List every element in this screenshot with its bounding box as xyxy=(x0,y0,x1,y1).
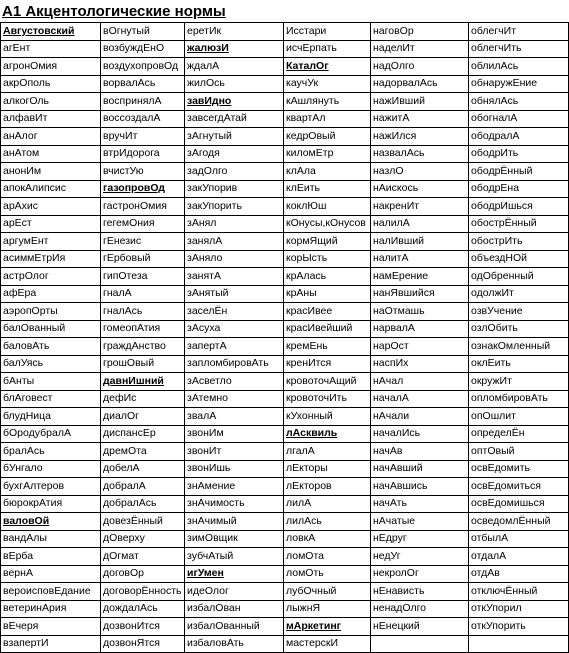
word-cell: зАнял xyxy=(185,215,284,233)
word-cell: мастерскИ xyxy=(284,635,371,653)
word-cell: киломЕтр xyxy=(284,145,371,163)
table-row xyxy=(1,600,569,618)
word-cell: дождалАсь xyxy=(101,600,185,618)
word-cell: бухгАлтеров xyxy=(1,478,101,496)
word-cell: клЕить xyxy=(284,180,371,198)
word-cell: накренИт xyxy=(371,198,469,216)
table-row xyxy=(1,338,569,356)
word-cell: возбуждЕнО xyxy=(101,40,185,58)
table-row xyxy=(1,250,569,268)
word-cell: КаталОг xyxy=(284,58,371,76)
word-cell: вчистУю xyxy=(101,163,185,181)
table-row xyxy=(1,635,569,653)
word-cell: анАтом xyxy=(1,145,101,163)
word-cell: лАсквиль xyxy=(284,425,371,443)
word-cell: анАлог xyxy=(1,128,101,146)
word-cell: взапертИ xyxy=(1,635,101,653)
word-cell: облилАсь xyxy=(469,58,569,76)
word-cell: балУясь xyxy=(1,355,101,373)
word-cell: зАняло xyxy=(185,250,284,268)
table-row xyxy=(1,145,569,163)
word-cell: бралАсь xyxy=(1,443,101,461)
word-cell: надорвалАсь xyxy=(371,75,469,93)
word-cell: звонИт xyxy=(185,443,284,461)
word-cell: недУг xyxy=(371,548,469,566)
word-cell: лыжнЯ xyxy=(284,600,371,618)
word-cell: оптОвый xyxy=(469,443,569,461)
word-cell: определЁн xyxy=(469,425,569,443)
word-cell: завсегдАтай xyxy=(185,110,284,128)
word-cell: знАчимый xyxy=(185,513,284,531)
word-cell: кОнусы,кОнусов xyxy=(284,215,371,233)
word-cell: гналАсь xyxy=(101,303,185,321)
table-row xyxy=(1,408,569,426)
word-cell: занялА xyxy=(185,233,284,251)
word-cell: избалОван xyxy=(185,600,284,618)
word-cell: вручИт xyxy=(101,128,185,146)
word-cell: нанЯвшийся xyxy=(371,285,469,303)
word-cell: добралАсь xyxy=(101,495,185,513)
page-title: А1 Акцентологические нормы xyxy=(2,3,226,20)
table-row xyxy=(1,530,569,548)
word-cell: квартАл xyxy=(284,110,371,128)
word-cell: лилАсь xyxy=(284,513,371,531)
word-cell: нарвалА xyxy=(371,320,469,338)
word-cell: жилОсь xyxy=(185,75,284,93)
word-cell: дОгмат xyxy=(101,548,185,566)
word-cell: бОродубралА xyxy=(1,425,101,443)
word-cell: кУхонный xyxy=(284,408,371,426)
word-cell: кедрОвый xyxy=(284,128,371,146)
word-cell: избаловАть xyxy=(185,635,284,653)
word-cell: коклЮш xyxy=(284,198,371,216)
word-cell: нажИвший xyxy=(371,93,469,111)
word-cell: ознакОмленный xyxy=(469,338,569,356)
word-cell: бАнты xyxy=(1,373,101,391)
word-cell: жалюзИ xyxy=(185,40,284,58)
word-cell: задОлго xyxy=(185,163,284,181)
word-cell: ободрЕна xyxy=(469,180,569,198)
table-row xyxy=(1,355,569,373)
table-row xyxy=(1,320,569,338)
word-cell: звалА xyxy=(185,408,284,426)
word-cell: зАгодя xyxy=(185,145,284,163)
word-cell: ненадОлго xyxy=(371,600,469,618)
word-cell: балОванный xyxy=(1,320,101,338)
word-cell: грошОвый xyxy=(101,355,185,373)
word-cell: лубОчный xyxy=(284,583,371,601)
word-cell: озлОбить xyxy=(469,320,569,338)
word-cell: начАвший xyxy=(371,460,469,478)
word-cell: гналА xyxy=(101,285,185,303)
word-cell: ободрИть xyxy=(469,145,569,163)
word-cell: налилА xyxy=(371,215,469,233)
table-row xyxy=(1,443,569,461)
word-cell: запломбировАть xyxy=(185,355,284,373)
word-cell: асиммЕтрИя xyxy=(1,250,101,268)
table-row xyxy=(1,215,569,233)
table-row xyxy=(1,23,569,41)
word-cell: договорЁнность xyxy=(101,583,185,601)
word-cell: дремОта xyxy=(101,443,185,461)
word-cell: занятА xyxy=(185,268,284,286)
word-cell: знАмение xyxy=(185,478,284,496)
word-cell: начАть xyxy=(371,495,469,513)
word-cell: оклЕить xyxy=(469,355,569,373)
word-cell: давнИшний xyxy=(101,373,185,391)
word-cell: нажИлся xyxy=(371,128,469,146)
word-cell: обогналА xyxy=(469,110,569,128)
table-row xyxy=(1,285,569,303)
word-cell: ломОта xyxy=(284,548,371,566)
table-row xyxy=(1,478,569,496)
word-cell: отбылА xyxy=(469,530,569,548)
word-cell: гЕнезис xyxy=(101,233,185,251)
word-cell: гЕрбовый xyxy=(101,250,185,268)
word-cell: освЕдомить xyxy=(469,460,569,478)
word-cell: нЕнецкий xyxy=(371,618,469,636)
table-row xyxy=(1,75,569,93)
word-cell: обнялАсь xyxy=(469,93,569,111)
word-cell: нАчали xyxy=(371,408,469,426)
word-cell: лилА xyxy=(284,495,371,513)
word-cell: кренИтся xyxy=(284,355,371,373)
word-cell: налитА xyxy=(371,250,469,268)
word-cell: наОтмашь xyxy=(371,303,469,321)
table-row xyxy=(1,460,569,478)
word-cell: опОшлит xyxy=(469,408,569,426)
word-cell: валовОй xyxy=(1,513,101,531)
word-cell: гипОтеза xyxy=(101,268,185,286)
word-cell: Августовский xyxy=(1,23,101,41)
word-cell: нарОст xyxy=(371,338,469,356)
word-cell: отключЁнный xyxy=(469,583,569,601)
accent-norms-table-body xyxy=(1,23,569,653)
word-cell: некролОг xyxy=(371,565,469,583)
word-cell: ободрИшься xyxy=(469,198,569,216)
word-cell: нАчатые xyxy=(371,513,469,531)
word-cell: облегчИт xyxy=(469,23,569,41)
word-cell: наговОр xyxy=(371,23,469,41)
word-cell: избалОванный xyxy=(185,618,284,636)
word-cell: запертА xyxy=(185,338,284,356)
word-cell: зубчАтый xyxy=(185,548,284,566)
word-cell: гомеопАтия xyxy=(101,320,185,338)
word-cell: откУпорить xyxy=(469,618,569,636)
word-cell: ловкА xyxy=(284,530,371,548)
table-row xyxy=(1,58,569,76)
word-cell: алфавИт xyxy=(1,110,101,128)
word-cell: добелА xyxy=(101,460,185,478)
word-cell: клАла xyxy=(284,163,371,181)
word-cell: звонИшь xyxy=(185,460,284,478)
word-cell: намЕрение xyxy=(371,268,469,286)
word-cell: договОр xyxy=(101,565,185,583)
word-cell: дОверху xyxy=(101,530,185,548)
word-cell: зАсуха xyxy=(185,320,284,338)
word-cell: ветеринАрия xyxy=(1,600,101,618)
accent-norms-table xyxy=(0,22,569,653)
table-row xyxy=(1,110,569,128)
word-cell: начАв xyxy=(371,443,469,461)
table-row xyxy=(1,163,569,181)
word-cell: алкогОль xyxy=(1,93,101,111)
word-cell: нЕдруг xyxy=(371,530,469,548)
word-cell: аргумЕнт xyxy=(1,233,101,251)
word-cell: анонИм xyxy=(1,163,101,181)
table-row xyxy=(1,93,569,111)
word-cell: надОлго xyxy=(371,58,469,76)
word-cell: озвУчение xyxy=(469,303,569,321)
word-cell: лЕкторов xyxy=(284,478,371,496)
word-cell: вЕчеря xyxy=(1,618,101,636)
word-cell: аэропОрты xyxy=(1,303,101,321)
word-cell: граждАнство xyxy=(101,338,185,356)
table-row xyxy=(1,180,569,198)
word-cell: красИвее xyxy=(284,303,371,321)
word-cell: началА xyxy=(371,390,469,408)
word-cell: отдалА xyxy=(469,548,569,566)
word-cell: игУмен xyxy=(185,565,284,583)
word-cell: освЕдомиться xyxy=(469,478,569,496)
table-row xyxy=(1,565,569,583)
table-row xyxy=(1,40,569,58)
word-cell: облегчИть xyxy=(469,40,569,58)
word-cell: дозвонЯтся xyxy=(101,635,185,653)
word-cell: агЕнт xyxy=(1,40,101,58)
table-row xyxy=(1,198,569,216)
word-cell: кАшлянуть xyxy=(284,93,371,111)
word-cell: вОгнутый xyxy=(101,23,185,41)
word-cell: акрОполь xyxy=(1,75,101,93)
word-cell: ворвалАсь xyxy=(101,75,185,93)
word-cell: зАсветло xyxy=(185,373,284,391)
word-cell: добралА xyxy=(101,478,185,496)
word-cell: крАны xyxy=(284,285,371,303)
word-cell: обнаружЕние xyxy=(469,75,569,93)
word-cell xyxy=(469,635,569,653)
word-cell: лгалА xyxy=(284,443,371,461)
word-cell: кровоточАщий xyxy=(284,373,371,391)
word-cell: нАчал xyxy=(371,373,469,391)
word-cell: ободралА xyxy=(469,128,569,146)
word-cell: кровоточИть xyxy=(284,390,371,408)
word-cell: нажитА xyxy=(371,110,469,128)
word-cell: нАискось xyxy=(371,180,469,198)
word-cell: начАвшись xyxy=(371,478,469,496)
word-cell: налИвший xyxy=(371,233,469,251)
table-row xyxy=(1,233,569,251)
word-cell: блудНица xyxy=(1,408,101,426)
word-cell: корЫсть xyxy=(284,250,371,268)
word-cell: диалОг xyxy=(101,408,185,426)
word-cell: окружИт xyxy=(469,373,569,391)
word-cell: одОбренный xyxy=(469,268,569,286)
word-cell: нЕнависть xyxy=(371,583,469,601)
word-cell: исчЕрпать xyxy=(284,40,371,58)
table-row xyxy=(1,513,569,531)
word-cell: вероисповЕдание xyxy=(1,583,101,601)
word-cell: дефИс xyxy=(101,390,185,408)
word-cell: ободрЁнный xyxy=(469,163,569,181)
word-cell: вЕрба xyxy=(1,548,101,566)
word-cell: закУпорив xyxy=(185,180,284,198)
word-cell: освЕдомишься xyxy=(469,495,569,513)
word-cell: вандАлы xyxy=(1,530,101,548)
word-cell: втрИдорога xyxy=(101,145,185,163)
word-cell: осведомлЁнный xyxy=(469,513,569,531)
table-row xyxy=(1,548,569,566)
table-row xyxy=(1,618,569,636)
word-cell: назлО xyxy=(371,163,469,181)
word-cell: зАгнутый xyxy=(185,128,284,146)
word-cell: блАговест xyxy=(1,390,101,408)
word-cell: арЕст xyxy=(1,215,101,233)
table-row xyxy=(1,303,569,321)
word-cell: объездНОй xyxy=(469,250,569,268)
table-row xyxy=(1,373,569,391)
word-cell: зАнятый xyxy=(185,285,284,303)
word-cell: бюрокрАтия xyxy=(1,495,101,513)
word-cell: воздухопровОд xyxy=(101,58,185,76)
word-cell: идеОлог xyxy=(185,583,284,601)
word-cell: каучУк xyxy=(284,75,371,93)
table-row xyxy=(1,583,569,601)
word-cell: газопровОд xyxy=(101,180,185,198)
word-cell: диспансЕр xyxy=(101,425,185,443)
table-row xyxy=(1,425,569,443)
word-cell: воссоздалА xyxy=(101,110,185,128)
word-cell: началИсь xyxy=(371,425,469,443)
word-cell: отдАв xyxy=(469,565,569,583)
word-cell: красИвейший xyxy=(284,320,371,338)
table-row xyxy=(1,390,569,408)
word-cell: бУнгало xyxy=(1,460,101,478)
word-cell: афЕра xyxy=(1,285,101,303)
word-cell: закУпорить xyxy=(185,198,284,216)
word-cell: ломОть xyxy=(284,565,371,583)
word-cell: баловАть xyxy=(1,338,101,356)
word-cell: одолжИт xyxy=(469,285,569,303)
word-cell: обострЁнный xyxy=(469,215,569,233)
word-cell: зимОвщик xyxy=(185,530,284,548)
word-cell: откУпорил xyxy=(469,600,569,618)
word-cell: арАхис xyxy=(1,198,101,216)
table-row xyxy=(1,128,569,146)
word-cell: ждалА xyxy=(185,58,284,76)
word-cell: еретИк xyxy=(185,23,284,41)
word-cell: довезЁнный xyxy=(101,513,185,531)
word-cell: наспИх xyxy=(371,355,469,373)
word-cell: астрОлог xyxy=(1,268,101,286)
word-cell: зАтемно xyxy=(185,390,284,408)
word-cell: Исстари xyxy=(284,23,371,41)
word-cell: агронОмия xyxy=(1,58,101,76)
word-cell: гегемОния xyxy=(101,215,185,233)
word-cell: опломбировАть xyxy=(469,390,569,408)
word-cell: кремЕнь xyxy=(284,338,371,356)
word-cell: вернА xyxy=(1,565,101,583)
word-cell: апокАлипсис xyxy=(1,180,101,198)
word-cell: звонИм xyxy=(185,425,284,443)
word-cell: дозвонИтся xyxy=(101,618,185,636)
word-cell xyxy=(371,635,469,653)
table-row xyxy=(1,268,569,286)
word-cell: гастронОмия xyxy=(101,198,185,216)
word-cell: мАркетинг xyxy=(284,618,371,636)
word-cell: назвалАсь xyxy=(371,145,469,163)
word-cell: крАлась xyxy=(284,268,371,286)
word-cell: кормЯщий xyxy=(284,233,371,251)
word-cell: лЕкторы xyxy=(284,460,371,478)
word-cell: обострИть xyxy=(469,233,569,251)
word-cell: наделИт xyxy=(371,40,469,58)
word-cell: знАчимость xyxy=(185,495,284,513)
word-cell: завИдно xyxy=(185,93,284,111)
table-row xyxy=(1,495,569,513)
word-cell: воспринялА xyxy=(101,93,185,111)
word-cell: заселЁн xyxy=(185,303,284,321)
